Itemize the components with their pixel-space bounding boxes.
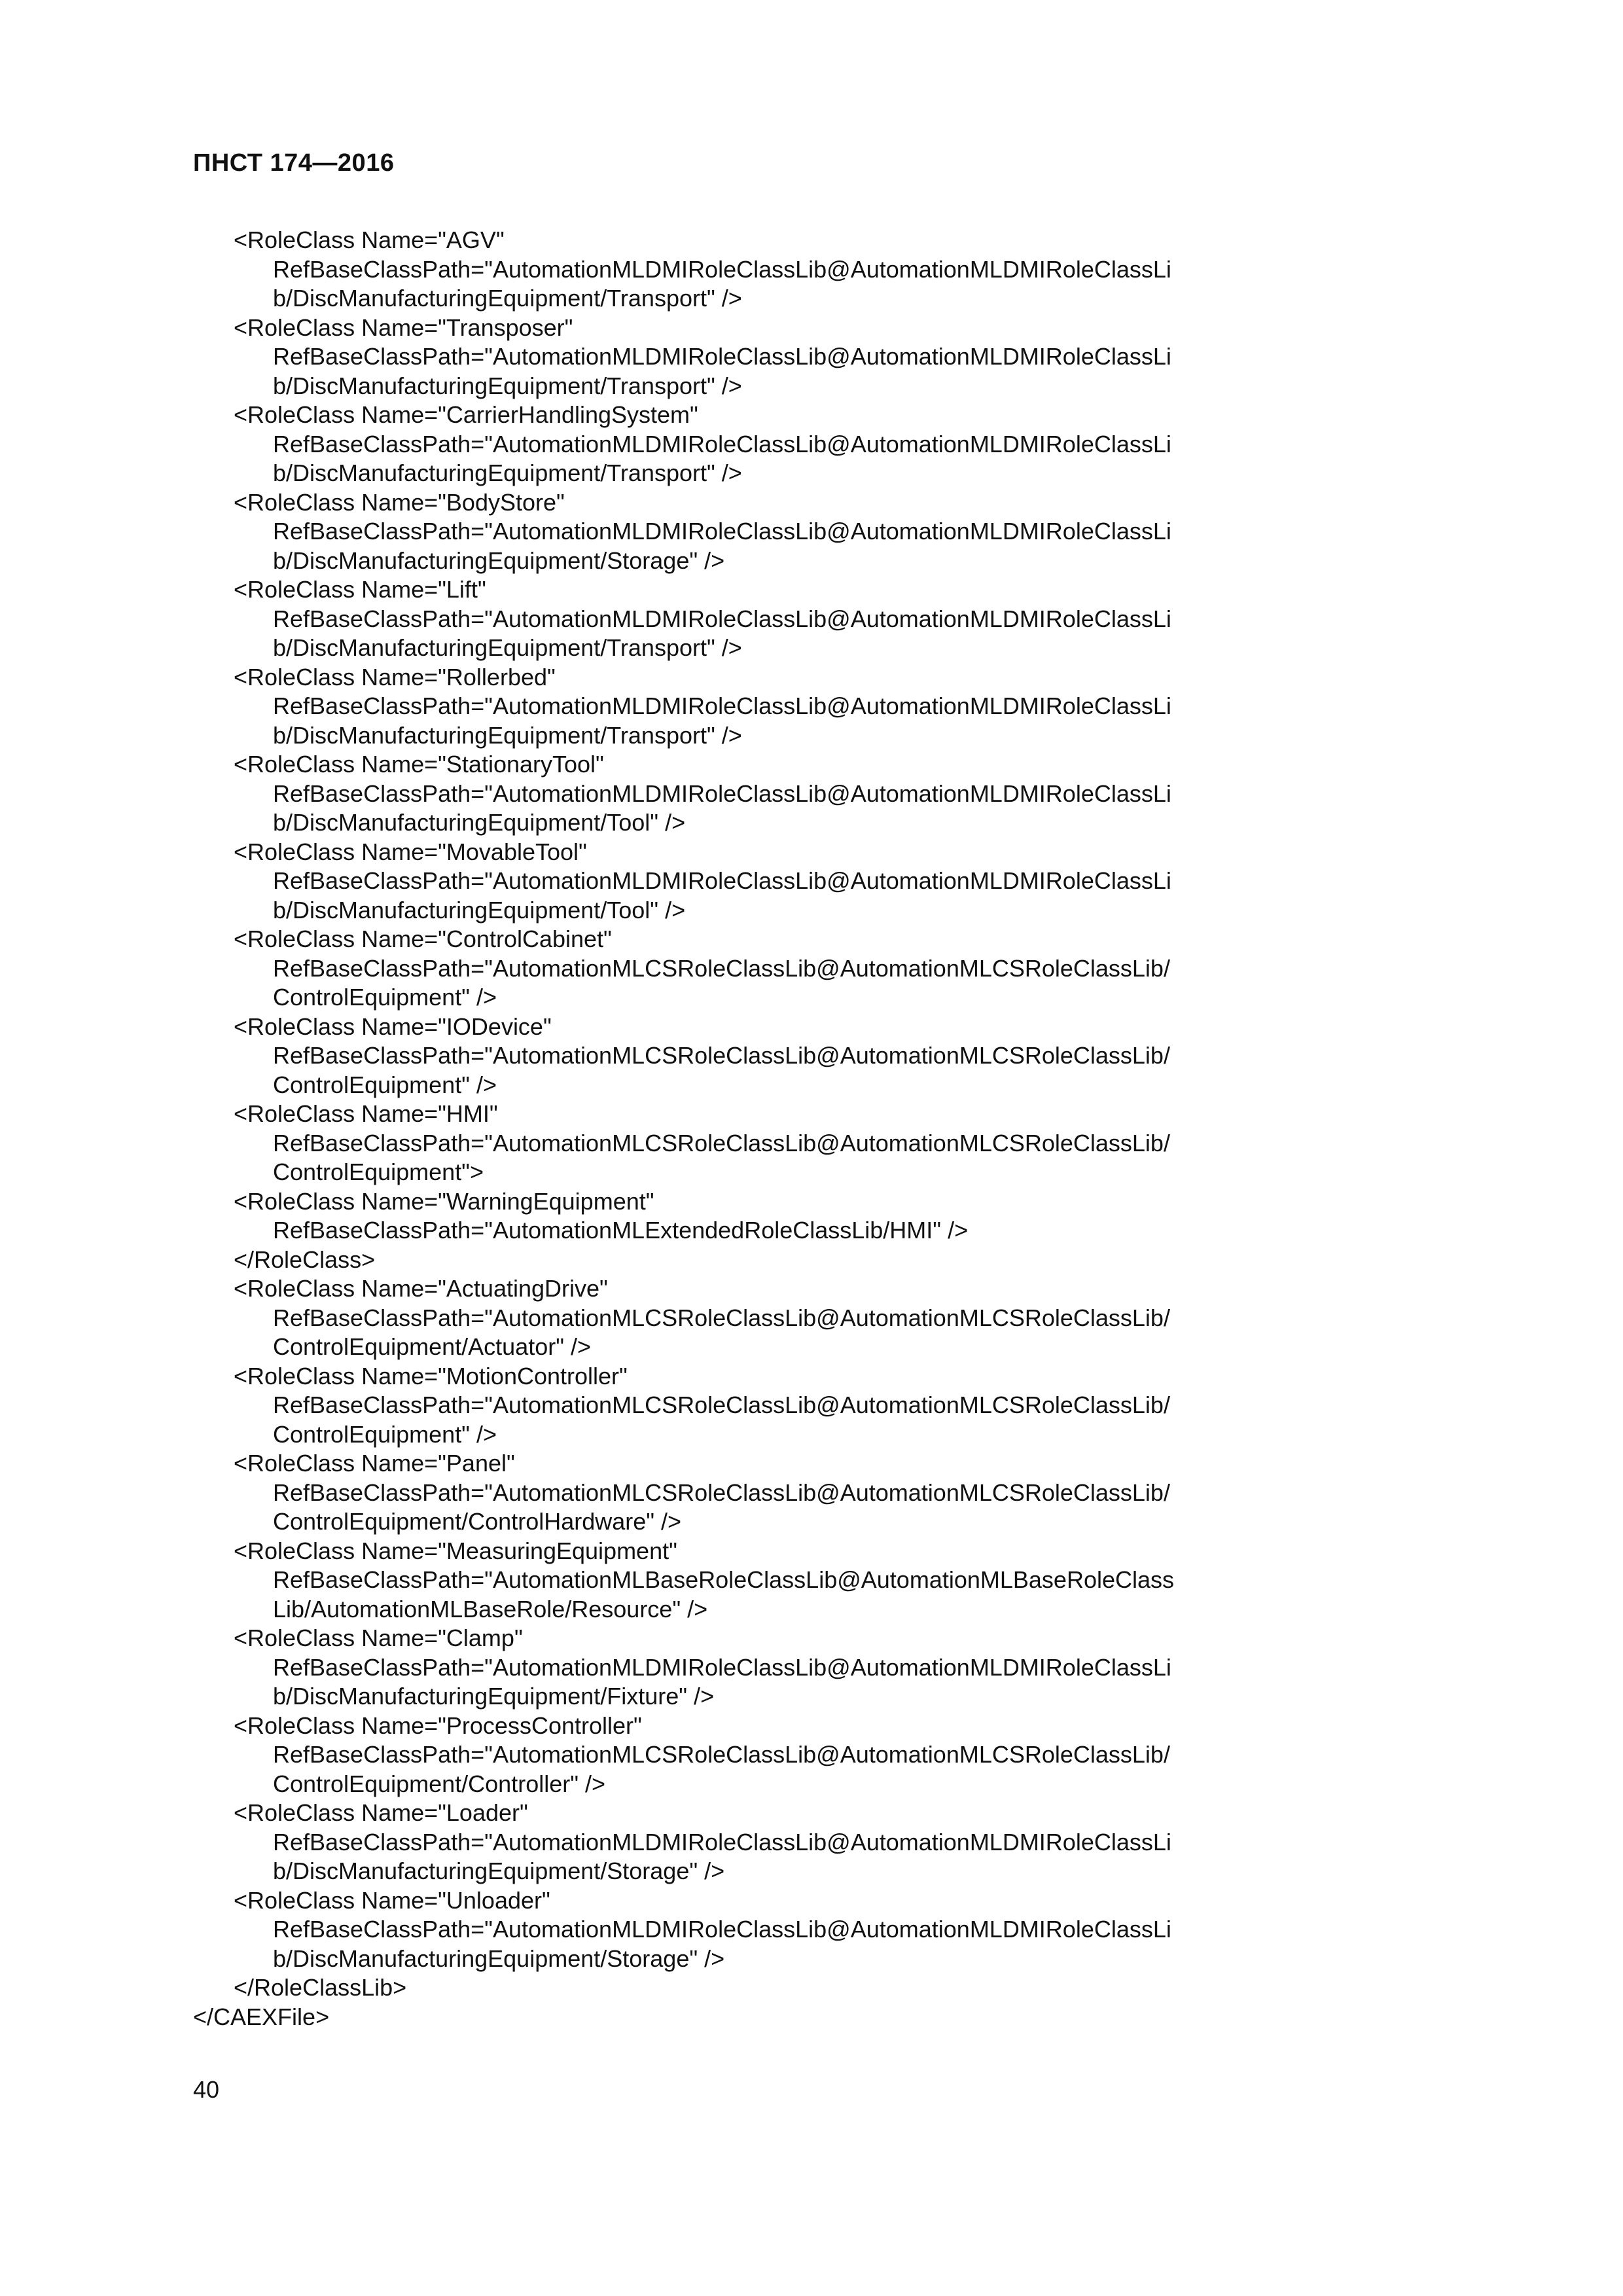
code-line: <RoleClass Name="ActuatingDrive" [234, 1275, 608, 1302]
code-line: RefBaseClassPath="AutomationMLBaseRoleClassLib@AutomationMLBaseRoleClass [273, 1566, 1174, 1593]
code-line: RefBaseClassPath="AutomationMLDMIRoleClassLib@AutomationMLDMIRoleClassLi [273, 430, 1171, 457]
code-line: <RoleClass Name="Clamp" [234, 1624, 523, 1651]
document-code-header: ПНСТ 174—2016 [193, 149, 395, 177]
code-line: <RoleClass Name="Transposer" [234, 314, 573, 341]
code-line: RefBaseClassPath="AutomationMLDMIRoleClassLib@AutomationMLDMIRoleClassLi [273, 692, 1171, 719]
code-line: RefBaseClassPath="AutomationMLCSRoleClassLib@AutomationMLCSRoleClassLib/ [273, 954, 1170, 982]
code-line: b/DiscManufacturingEquipment/Transport" /> [273, 459, 742, 486]
code-line: ControlEquipment/Actuator" /> [273, 1333, 592, 1360]
code-line: RefBaseClassPath="AutomationMLDMIRoleClassLib@AutomationMLDMIRoleClassLi [273, 343, 1171, 370]
code-line: RefBaseClassPath="AutomationMLCSRoleClassLib@AutomationMLCSRoleClassLib/ [273, 1042, 1170, 1069]
code-line: <RoleClass Name="AGV" [234, 226, 505, 253]
code-line: Lib/AutomationMLBaseRole/Resource" /> [273, 1595, 708, 1623]
code-line: RefBaseClassPath="AutomationMLDMIRoleClassLib@AutomationMLDMIRoleClassLi [273, 867, 1171, 894]
code-line: RefBaseClassPath="AutomationMLCSRoleClassLib@AutomationMLCSRoleClassLib/ [273, 1391, 1170, 1418]
code-line: RefBaseClassPath="AutomationMLCSRoleClassLib@AutomationMLCSRoleClassLib/ [273, 1129, 1170, 1157]
code-line: RefBaseClassPath="AutomationMLDMIRoleClassLib@AutomationMLDMIRoleClassLi [273, 780, 1171, 807]
code-line: <RoleClass Name="MovableTool" [234, 838, 587, 865]
code-line: b/DiscManufacturingEquipment/Tool" /> [273, 809, 686, 836]
code-line: RefBaseClassPath="AutomationMLDMIRoleClassLib@AutomationMLDMIRoleClassLi [273, 255, 1171, 283]
code-line: <RoleClass Name="ProcessController" [234, 1712, 642, 1739]
code-line: b/DiscManufacturingEquipment/Storage" /> [273, 547, 725, 574]
code-line: b/DiscManufacturingEquipment/Fixture" /> [273, 1683, 715, 1710]
code-line: ControlEquipment" /> [273, 1071, 497, 1098]
code-line: ControlEquipment" /> [273, 984, 497, 1011]
code-line: <RoleClass Name="ControlCabinet" [234, 925, 612, 952]
code-line: RefBaseClassPath="AutomationMLDMIRoleClassLib@AutomationMLDMIRoleClassLi [273, 1828, 1171, 1856]
code-line: ControlEquipment"> [273, 1158, 484, 1185]
code-line: <RoleClass Name="Panel" [234, 1450, 515, 1477]
code-line: b/DiscManufacturingEquipment/Transport" /> [273, 721, 742, 749]
code-line: ControlEquipment/Controller" /> [273, 1770, 606, 1797]
code-line: RefBaseClassPath="AutomationMLCSRoleClassLib@AutomationMLCSRoleClassLib/ [273, 1479, 1170, 1506]
code-line: <RoleClass Name="IODevice" [234, 1013, 552, 1040]
code-line: ControlEquipment/ControlHardware" /> [273, 1508, 682, 1535]
code-line: b/DiscManufacturingEquipment/Storage" /> [273, 1857, 725, 1884]
code-line: b/DiscManufacturingEquipment/Storage" /> [273, 1945, 725, 1972]
code-line: b/DiscManufacturingEquipment/Transport" /> [273, 285, 742, 312]
code-line: RefBaseClassPath="AutomationMLDMIRoleClassLib@AutomationMLDMIRoleClassLi [273, 605, 1171, 632]
code-line: RefBaseClassPath="AutomationMLCSRoleClassLib@AutomationMLCSRoleClassLib/ [273, 1741, 1170, 1768]
xml-code-listing [193, 226, 1253, 2032]
code-line: <RoleClass Name="MotionController" [234, 1362, 628, 1390]
code-line: ControlEquipment" /> [273, 1420, 497, 1448]
code-line: </RoleClassLib> [234, 1974, 407, 2001]
code-line: <RoleClass Name="Unloader" [234, 1886, 550, 1914]
code-line: RefBaseClassPath="AutomationMLDMIRoleClassLib@AutomationMLDMIRoleClassLi [273, 518, 1171, 545]
code-line: b/DiscManufacturingEquipment/Transport" /> [273, 372, 742, 399]
code-line: <RoleClass Name="StationaryTool" [234, 751, 604, 778]
code-line: <RoleClass Name="Rollerbed" [234, 663, 556, 691]
code-line: <RoleClass Name="CarrierHandlingSystem" [234, 401, 698, 428]
code-line: RefBaseClassPath="AutomationMLExtendedRoleClassLib/HMI" /> [273, 1217, 969, 1244]
code-line: b/DiscManufacturingEquipment/Tool" /> [273, 896, 686, 924]
code-line: <RoleClass Name="Loader" [234, 1799, 528, 1826]
code-line: RefBaseClassPath="AutomationMLCSRoleClassLib@AutomationMLCSRoleClassLib/ [273, 1304, 1170, 1331]
code-line: RefBaseClassPath="AutomationMLDMIRoleClassLib@AutomationMLDMIRoleClassLi [273, 1916, 1171, 1943]
code-line: RefBaseClassPath="AutomationMLDMIRoleClassLib@AutomationMLDMIRoleClassLi [273, 1653, 1171, 1681]
code-line: <RoleClass Name="MeasuringEquipment" [234, 1537, 677, 1564]
code-line: b/DiscManufacturingEquipment/Transport" /> [273, 634, 742, 661]
code-line: <RoleClass Name="HMI" [234, 1100, 498, 1127]
code-line: </RoleClass> [234, 1246, 376, 1273]
code-line: <RoleClass Name="BodyStore" [234, 488, 565, 516]
code-line: <RoleClass Name="WarningEquipment" [234, 1187, 654, 1215]
page-number: 40 [193, 2076, 220, 2103]
code-line: <RoleClass Name="Lift" [234, 576, 486, 603]
code-line: </CAEXFile> [193, 2003, 330, 2030]
